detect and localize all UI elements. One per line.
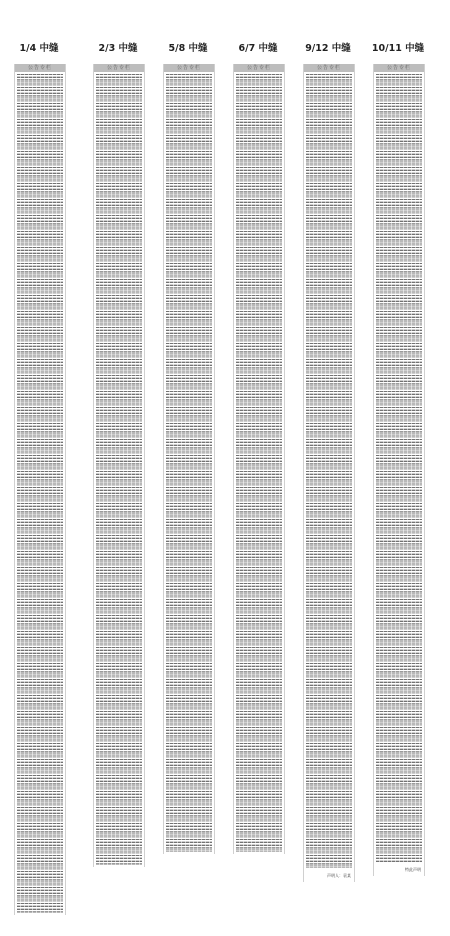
column-2 xyxy=(88,0,148,936)
column-label: 2/3 中缝 xyxy=(98,43,138,54)
notice-strip xyxy=(303,64,355,882)
column-label: 5/8 中缝 xyxy=(168,43,208,54)
column-1 xyxy=(9,0,69,936)
notice-text-block xyxy=(166,74,212,852)
column-label: 10/11 中缝 xyxy=(371,43,425,54)
strip-header: 公告专栏 xyxy=(94,64,144,72)
strip-header: 公告专栏 xyxy=(304,64,354,72)
strip-footer: 特此声明 xyxy=(376,867,422,873)
notice-text-block xyxy=(376,74,422,862)
notice-text-block xyxy=(17,74,63,913)
notice-strip xyxy=(163,64,215,854)
strip-header: 公告专栏 xyxy=(15,64,65,72)
notice-strip xyxy=(14,64,66,915)
column-6 xyxy=(368,0,428,936)
strip-header: 公告专栏 xyxy=(164,64,214,72)
column-label: 6/7 中缝 xyxy=(238,43,278,54)
notice-text-block xyxy=(306,74,352,868)
notice-strip xyxy=(93,64,145,867)
column-label: 1/4 中缝 xyxy=(19,43,59,54)
notice-text-block xyxy=(96,74,142,865)
strip-footer: 声明人：袁某 xyxy=(306,873,352,879)
column-3 xyxy=(158,0,218,936)
column-4 xyxy=(228,0,288,936)
notice-text-block xyxy=(236,74,282,852)
notice-strip xyxy=(373,64,425,876)
notice-strip xyxy=(233,64,285,854)
strip-header: 公告专栏 xyxy=(234,64,284,72)
column-5 xyxy=(298,0,358,936)
column-label: 9/12 中缝 xyxy=(305,43,351,54)
strip-header: 公告专栏 xyxy=(374,64,424,72)
